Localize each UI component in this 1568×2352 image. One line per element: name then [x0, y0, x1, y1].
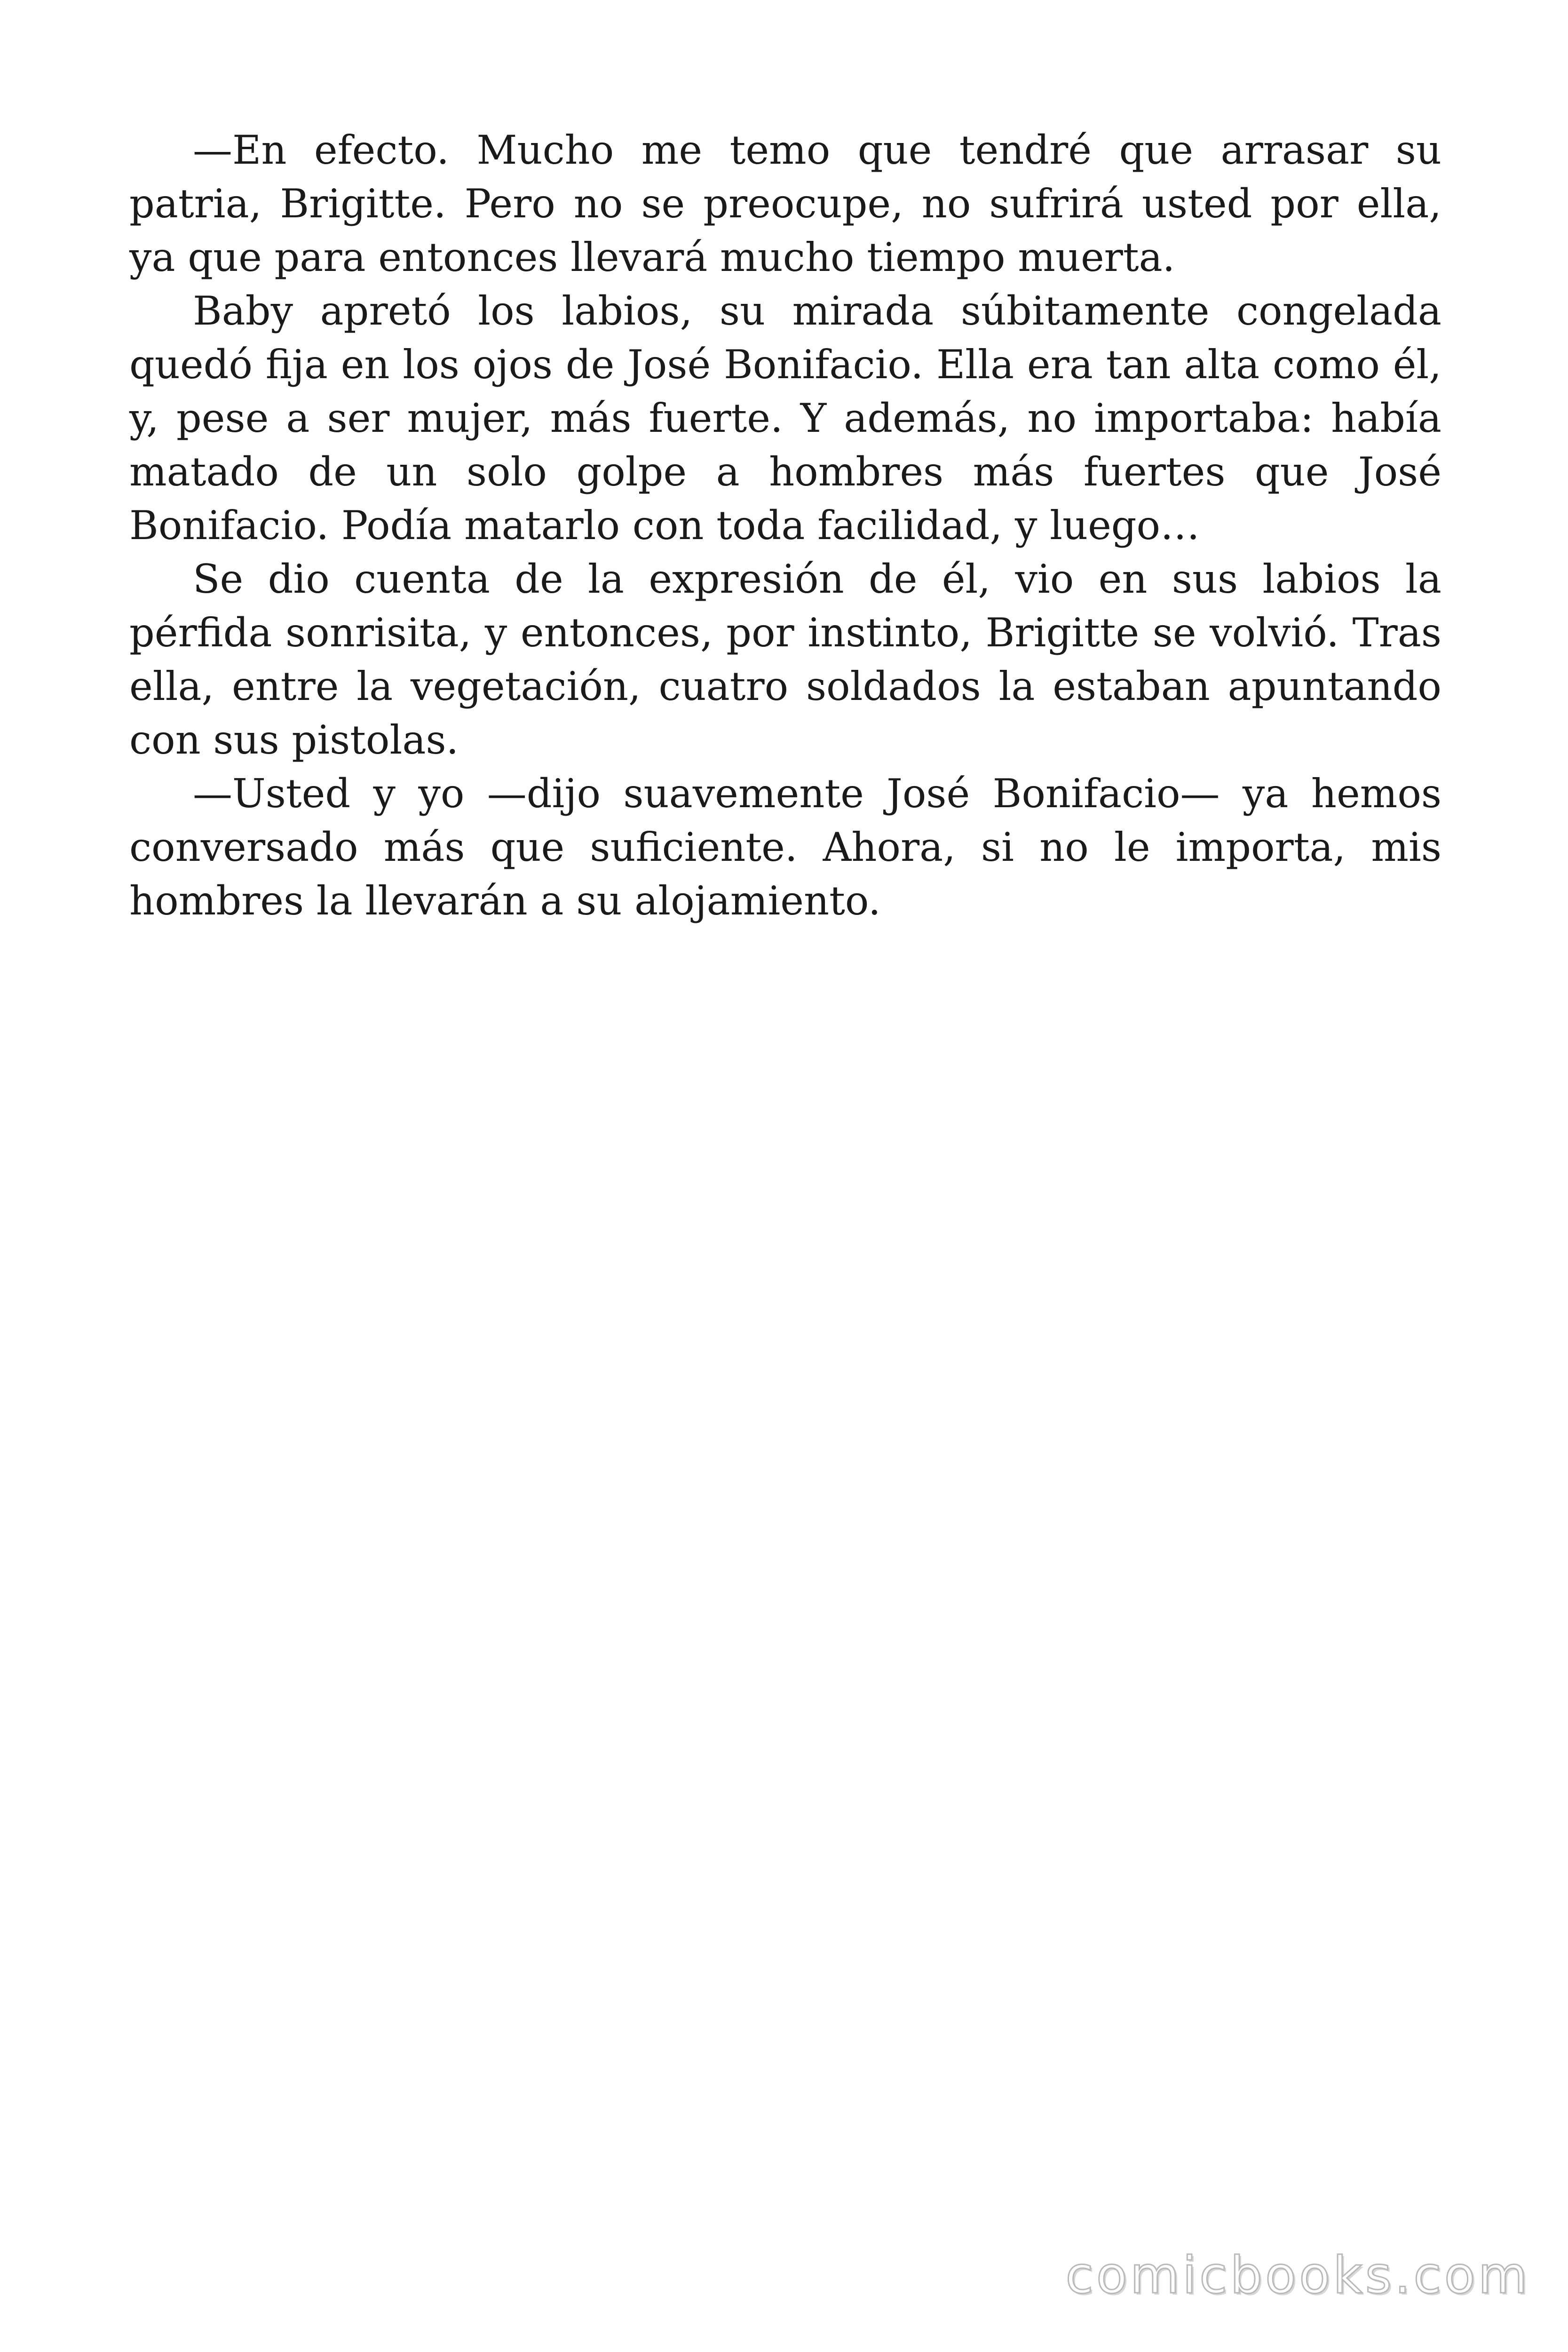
watermark: comicbooks.com [1065, 2246, 1530, 2305]
paragraph-4: —Usted y yo —dijo suavemente José Bonifacio— ya hemos conversado más que suficiente. Ahora, si no le importa, mis hombres la llevarán a su alojamiento. [129, 771, 1441, 924]
paragraph-3: Se dio cuenta de la expresión de él, vio en sus labios la pérfida sonrisita, y entonces, por instinto, Brigitte se volvió. Tras ella, entre la vegetación, cuatro soldados la estaban apuntando con sus pistolas. [129, 556, 1441, 763]
paragraph-1: —En efecto. Mucho me temo que tendré que arrasar su patria, Brigitte. Pero no se preocupe, no sufrirá usted por ella, ya que para entonces llevará mucho tiempo muerta. [129, 127, 1441, 280]
paragraph-2: Baby apretó los labios, su mirada súbitamente congelada quedó fija en los ojos de José Bonifacio. Ella era tan alta como él, y, pese a ser mujer, más fuerte. Y además, no importaba: había matado de un solo golpe a hombres más fuertes que José Bonifacio. Podía matarlo con toda facilidad, y luego… [129, 288, 1441, 548]
body-text [129, 123, 1441, 928]
